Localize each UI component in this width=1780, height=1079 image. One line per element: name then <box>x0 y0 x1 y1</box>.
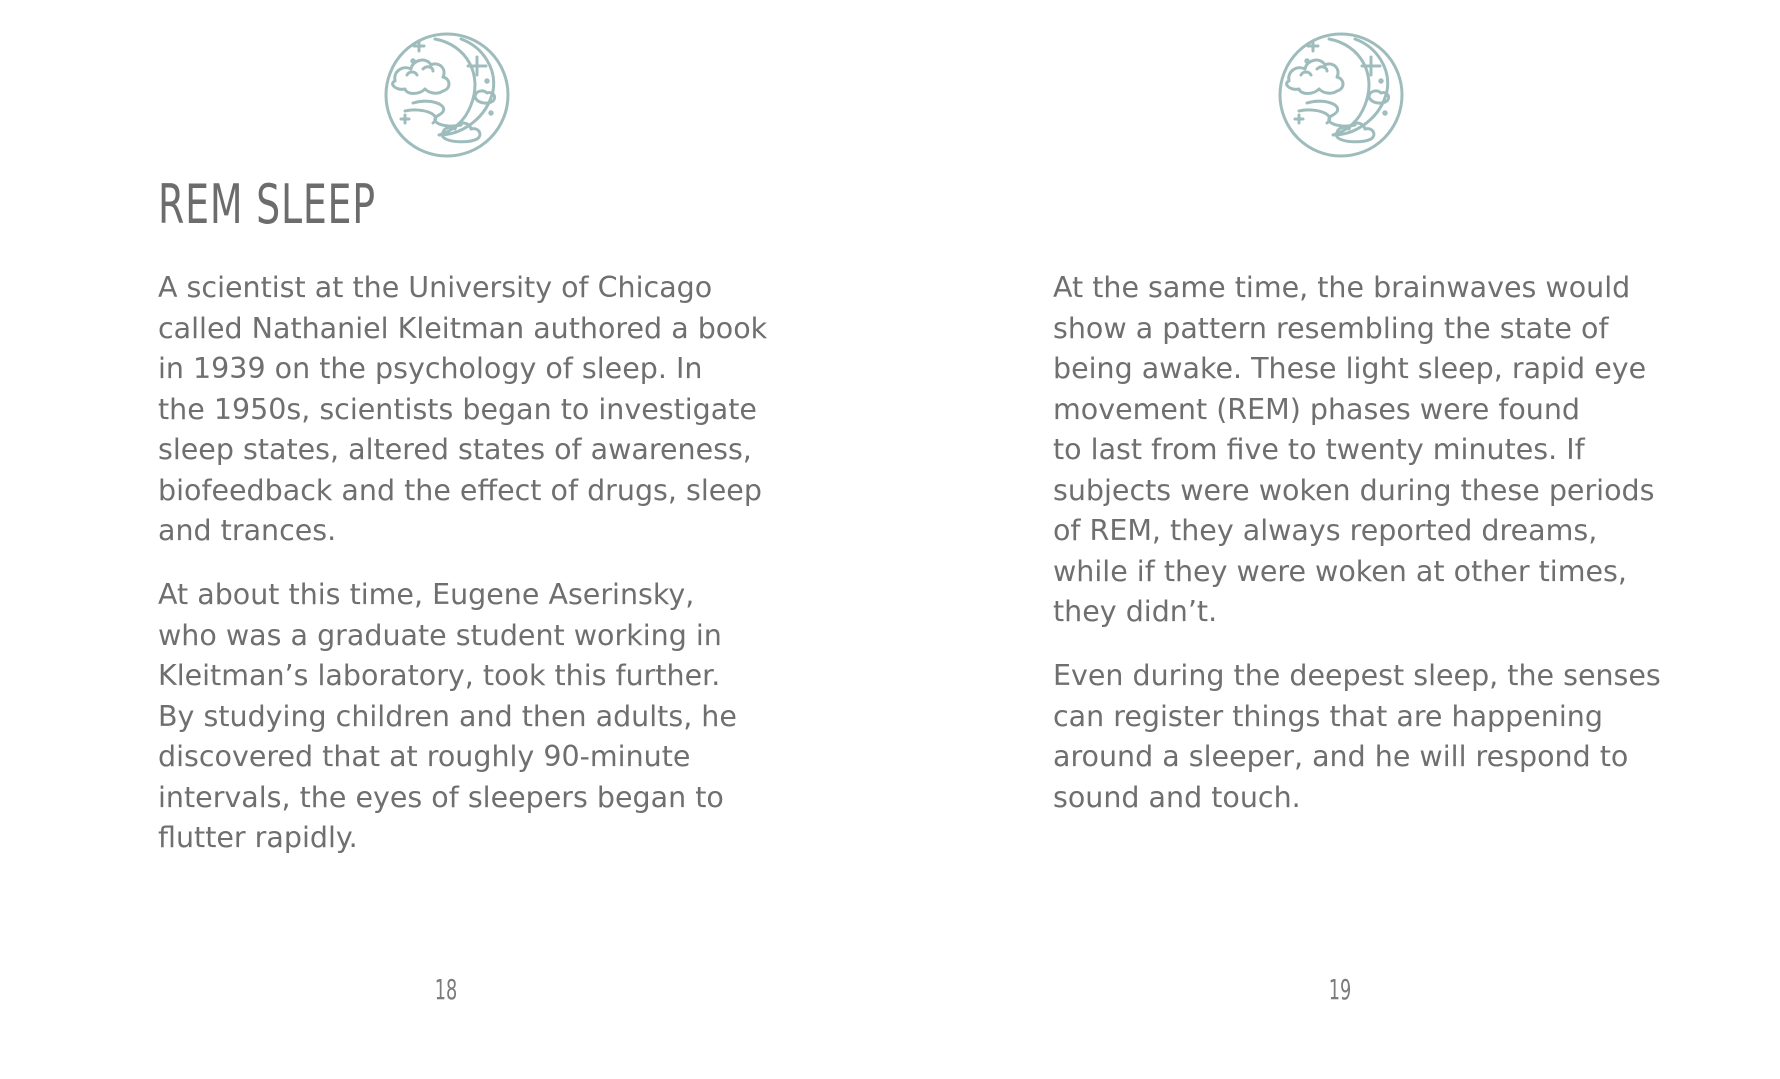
page-title: REM SLEEP <box>158 173 376 236</box>
text-line: sleep states, altered states of awareness, <box>158 433 752 466</box>
text-line: to last from five to twenty minutes. If <box>1053 433 1585 466</box>
text-line: and trances. <box>158 514 337 547</box>
text-line: called Nathaniel Kleitman authored a book <box>158 311 768 345</box>
paragraph <box>1053 656 1661 818</box>
paragraph <box>158 575 758 859</box>
text-line: while if they were woken at other times, <box>1053 554 1627 588</box>
text-line: being awake. These light sleep, rapid eye <box>1053 352 1647 385</box>
text-line: intervals, the eyes of sleepers began to <box>158 780 724 814</box>
page-number: 18 <box>434 973 458 1006</box>
right-page <box>890 0 1780 1079</box>
body-text <box>1053 268 1661 842</box>
text-line: movement (REM) phases were found <box>1053 392 1581 426</box>
text-line: flutter rapidly. <box>158 821 358 854</box>
text-line: By studying children and then adults, he <box>158 699 737 733</box>
text-line: Kleitman’s laboratory, took this further. <box>158 659 721 692</box>
text-line: who was a graduate student working in <box>158 618 722 652</box>
text-line: At the same time, the brainwaves would <box>1053 271 1631 304</box>
text-line: biofeedback and the effect of drugs, sleep <box>158 473 762 507</box>
text-line: A scientist at the University of Chicago <box>158 271 713 304</box>
text-line: in 1939 on the psychology of sleep. In <box>158 352 703 385</box>
text-line: Even during the deepest sleep, the senses <box>1053 659 1661 692</box>
body-text <box>158 268 768 882</box>
paragraph <box>1053 268 1653 633</box>
paragraph <box>158 268 768 552</box>
text-line: can register things that are happening <box>1053 699 1603 733</box>
text-line: around a sleeper, and he will respond to <box>1053 740 1629 773</box>
text-line: discovered that at roughly 90-minute <box>158 740 691 773</box>
text-line: show a pattern resembling the state of <box>1053 311 1609 345</box>
page-number: 19 <box>1328 973 1352 1006</box>
text-line: sound and touch. <box>1053 780 1301 814</box>
text-line: At about this time, Eugene Aserinsky, <box>158 578 695 611</box>
text-line: the 1950s, scientists began to investigate <box>158 392 757 426</box>
moon-cloud-stars-icon <box>383 31 511 159</box>
moon-cloud-stars-icon <box>1277 31 1405 159</box>
text-line: they didn’t. <box>1053 595 1218 628</box>
text-line: subjects were woken during these periods <box>1053 473 1655 507</box>
text-line: of REM, they always reported dreams, <box>1053 514 1598 547</box>
